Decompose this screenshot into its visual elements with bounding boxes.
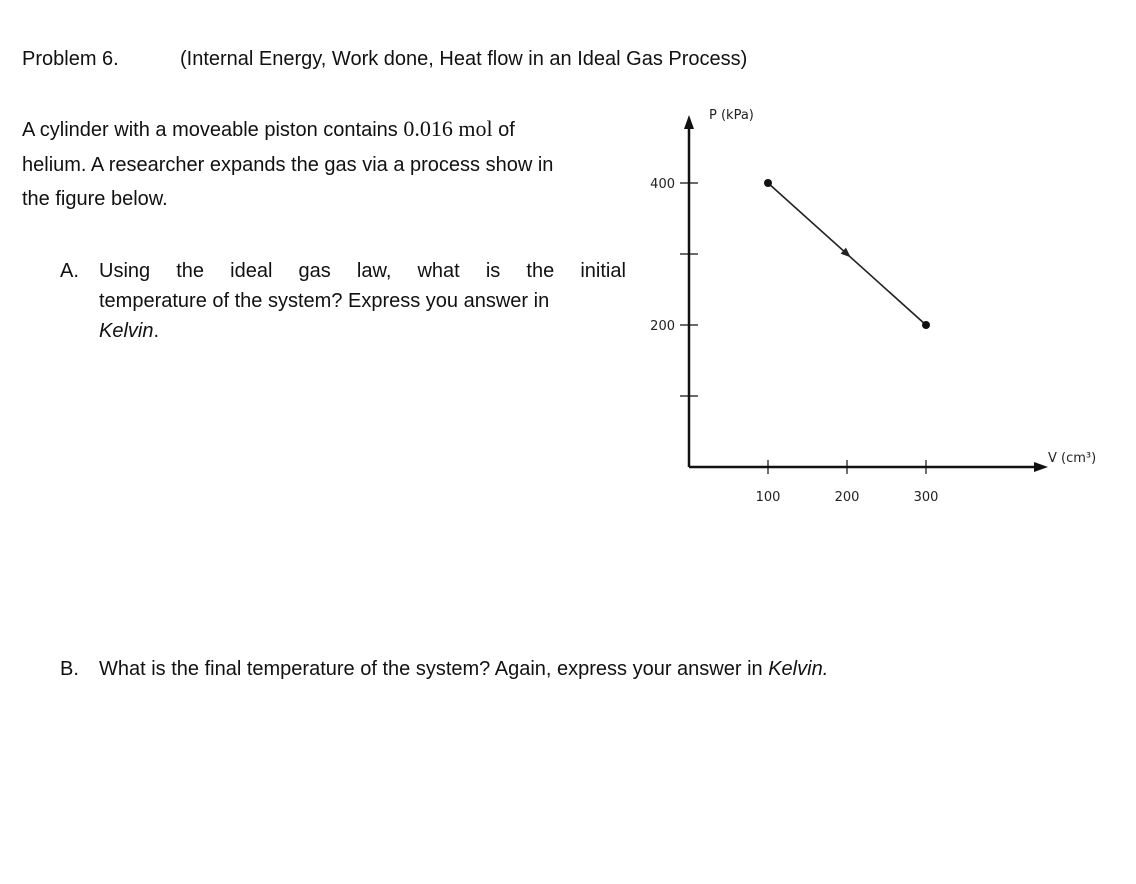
intro-line-1-post: of [492, 119, 515, 141]
y-tick-label: 400 [650, 177, 675, 192]
kelvin-unit-b: Kelvin. [768, 658, 829, 680]
start-point [764, 179, 772, 187]
question-a-word: ideal [230, 260, 273, 282]
intro-line-1-pre: A cylinder with a moveable piston contains [22, 119, 404, 141]
question-b-marker: B. [60, 658, 79, 680]
y-axis-label: P (kPa) [709, 108, 754, 123]
question-a-marker: A. [60, 260, 79, 282]
amount-of-substance: 0.016 mol [403, 116, 493, 141]
intro-line-2: helium. A researcher expands the gas via a process show in [22, 154, 554, 176]
question-a-word: the [176, 260, 205, 282]
x-tick-label: 100 [755, 490, 781, 505]
question-a-period: . [153, 320, 160, 342]
question-a-word: initial [580, 260, 626, 282]
intro-line-3: the figure below. [22, 188, 168, 210]
question-a-word: is [485, 260, 501, 282]
x-axis-label: V (cm³) [1048, 451, 1097, 466]
problem-title: (Internal Energy, Work done, Heat flow in an Ideal Gas Process) [180, 48, 748, 70]
y-axis-arrow-icon [684, 115, 694, 129]
question-a-word: Using [99, 260, 151, 282]
question-a-word: the [526, 260, 555, 282]
y-tick-label: 200 [650, 319, 675, 334]
end-point [922, 321, 930, 329]
problem-label: Problem 6. [22, 48, 119, 70]
question-a-word: law, [356, 260, 392, 282]
question-a-word: gas [298, 260, 331, 282]
kelvin-unit: Kelvin [99, 320, 154, 342]
question-a-word: what [417, 260, 460, 282]
x-tick-label: 300 [913, 490, 939, 505]
question-b-body: What is the final temperature of the system? Again, express your answer in [99, 658, 769, 680]
question-a-line-2: temperature of the system? Express you answer in [99, 290, 550, 312]
x-axis-arrow-icon [1034, 462, 1048, 472]
x-tick-label: 200 [834, 490, 860, 505]
